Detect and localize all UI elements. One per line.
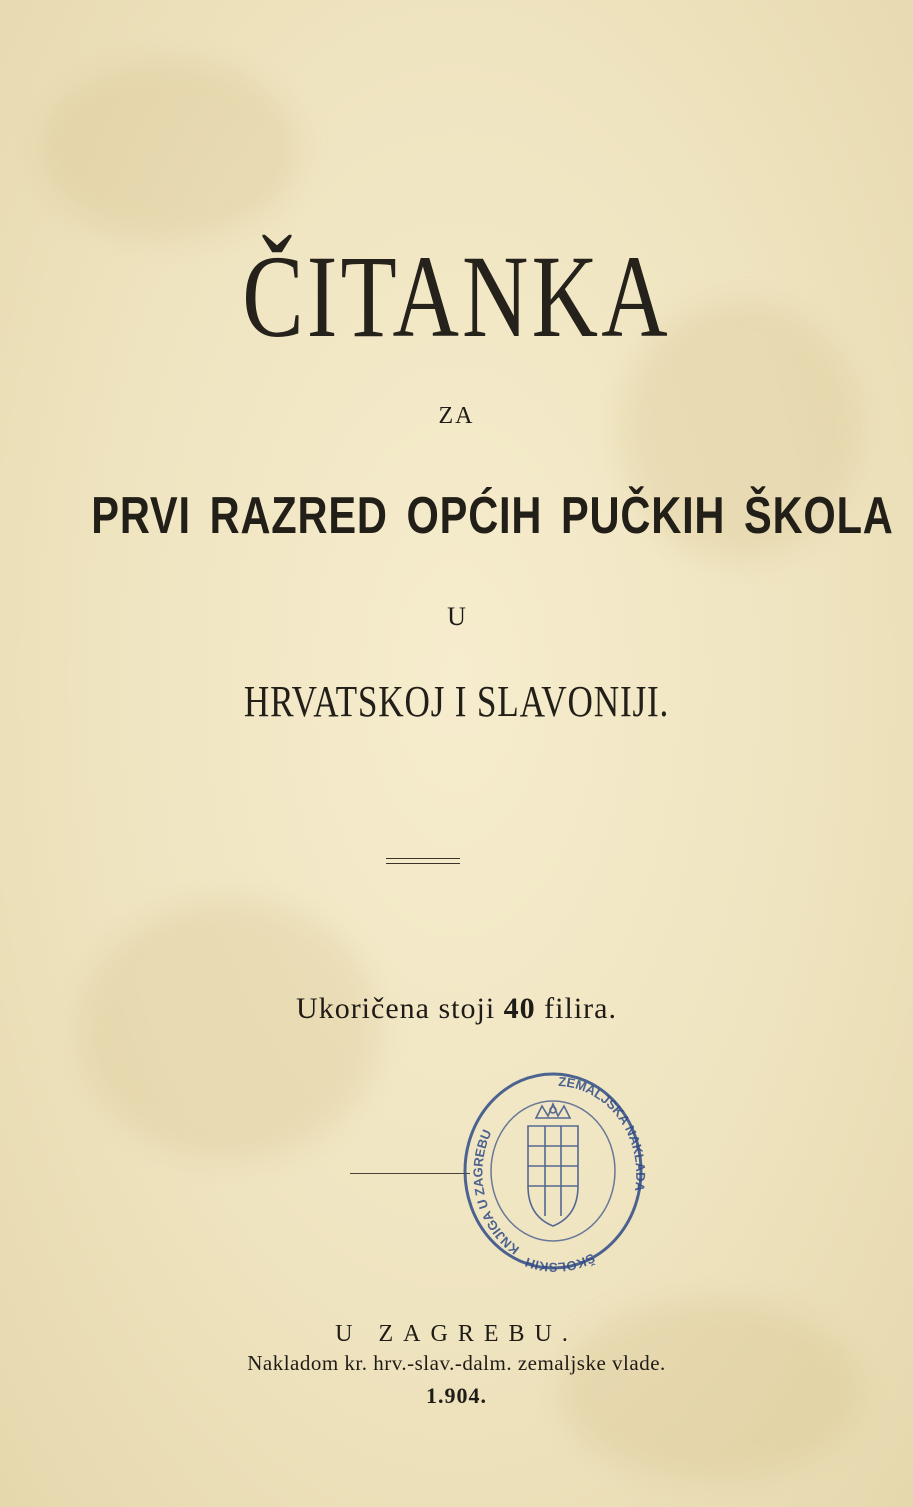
publisher-stamp [458,1066,648,1276]
title-connector-u: U [447,602,466,631]
stamp-text-left: KNJIGA U ZAGREBU [470,1127,522,1258]
price-prefix: Ukoričena stoji [296,992,496,1025]
imprint-publisher: Nakladom kr. hrv.-slav.-dalm. zemaljske vlade. [247,1351,666,1375]
decorative-rule [386,858,460,864]
imprint-place: U ZAGREBU. [335,1321,578,1347]
short-rule [350,1173,470,1174]
paper-stain [40,60,300,240]
title-connector-za: ZA [438,403,475,429]
stamp-text-bottom: ŠKOLSKIH [523,1250,598,1276]
coat-of-arms-icon [528,1104,578,1226]
price-line [0,994,913,1024]
book-title: ČITANKA [242,231,671,362]
book-subtitle: PRVI RAZRED OPĆIH PUČKIH ŠKOLA [91,487,894,545]
paper-stain [80,900,380,1160]
stamp-text-right: ZEMALJSKA NAKLADA [557,1073,648,1193]
stamp-inner-ring [491,1101,615,1241]
imprint-year: 1.904. [426,1383,487,1408]
price-suffix: filira. [544,992,617,1025]
price-amount: 40 [503,992,536,1025]
region-line: HRVATSKOJ I SLAVONIJI. [243,677,670,726]
